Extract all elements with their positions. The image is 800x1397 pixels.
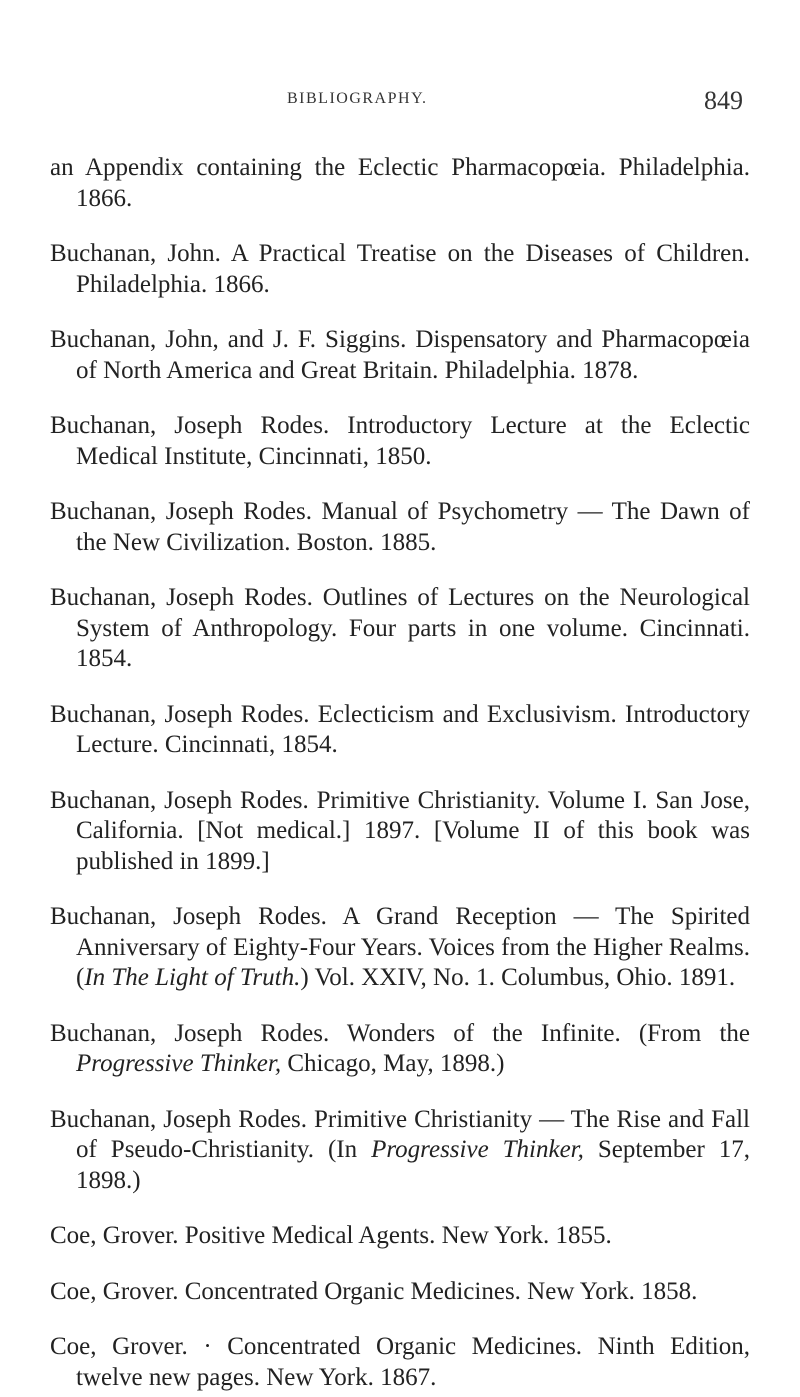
entry-text: Buchanan, Joseph Rodes. A Grand Reception — The Spirited Anniversary of Eighty-Four Years. Voices from the Higher Realms. ( [50, 903, 750, 991]
bibliography-entry: Buchanan, John, and J. F. Siggins. Dispensatory and Pharmacopœia of North America and Great Britain. Philadelphia. 1878. [50, 326, 750, 384]
bibliography-entry: Buchanan, Joseph Rodes. Manual of Psychometry — The Dawn of the New Civilization. Boston. 1885. [50, 498, 750, 556]
bibliography-entry [50, 902, 750, 994]
bibliography-entry: Buchanan, Joseph Rodes. Primitive Christianity. Volume I. San Jose, California. [Not medical.] 1897. [Volume II of this book was published in 1899.] [50, 786, 750, 875]
bibliography-list [50, 128, 750, 1397]
bibliography-entry: Buchanan, Joseph Rodes. Outlines of Lectures on the Neurological System of Anthropology. Four parts in one volume. Cincinnati. 1854. [50, 584, 750, 672]
bibliography-entry: Buchanan, John. A Practical Treatise on the Diseases of Children. Philadelphia. 1866. [50, 240, 750, 298]
bibliography-entry: Buchanan, Joseph Rodes. Introductory Lecture at the Eclectic Medical Institute, Cincinnati, 1850. [50, 412, 750, 470]
running-title: BIBLIOGRAPHY. [287, 90, 428, 107]
entry-italic-title: Progressive Thinker, [371, 1136, 584, 1163]
bibliography-entry [50, 1019, 750, 1080]
bibliography-entry: Coe, Grover. Concentrated Organic Medicines. New York. 1858. [50, 1277, 698, 1305]
entry-text: Buchanan, Joseph Rodes. Wonders of the Infinite. (From the [50, 1019, 750, 1047]
entry-italic-title: Progressive Thinker, [76, 1050, 282, 1077]
bibliography-entry: an Appendix containing the Eclectic Pharmacopœia. Philadelphia. 1866. [50, 154, 750, 212]
bibliography-entry: Coe, Grover. · Concentrated Organic Medicines. Ninth Edition, twelve new pages. New York. 1867. [50, 1333, 750, 1391]
entry-text: Chicago, May, 1898.) [281, 1050, 505, 1077]
bibliography-entry: Buchanan, Joseph Rodes. Eclecticism and Exclusivism. Introductory Lecture. Cincinnati, 1854. [50, 700, 750, 758]
entry-text: Buchanan, Joseph Rodes. Primitive Christianity — The Rise and Fall of Pseudo-Christianity. (In [50, 1105, 750, 1163]
entry-italic-title: In The Light of Truth. [84, 964, 301, 991]
bibliography-entry [50, 1105, 750, 1197]
page-header [0, 86, 800, 116]
entry-text: ) Vol. XXIV, No. 1. Columbus, Ohio. 1891. [300, 964, 736, 991]
bibliography-entry: Coe, Grover. Positive Medical Agents. New York. 1855. [50, 1222, 612, 1249]
entry-text: September 17, 1898.) [76, 1136, 750, 1194]
page-number: 849 [704, 86, 743, 115]
